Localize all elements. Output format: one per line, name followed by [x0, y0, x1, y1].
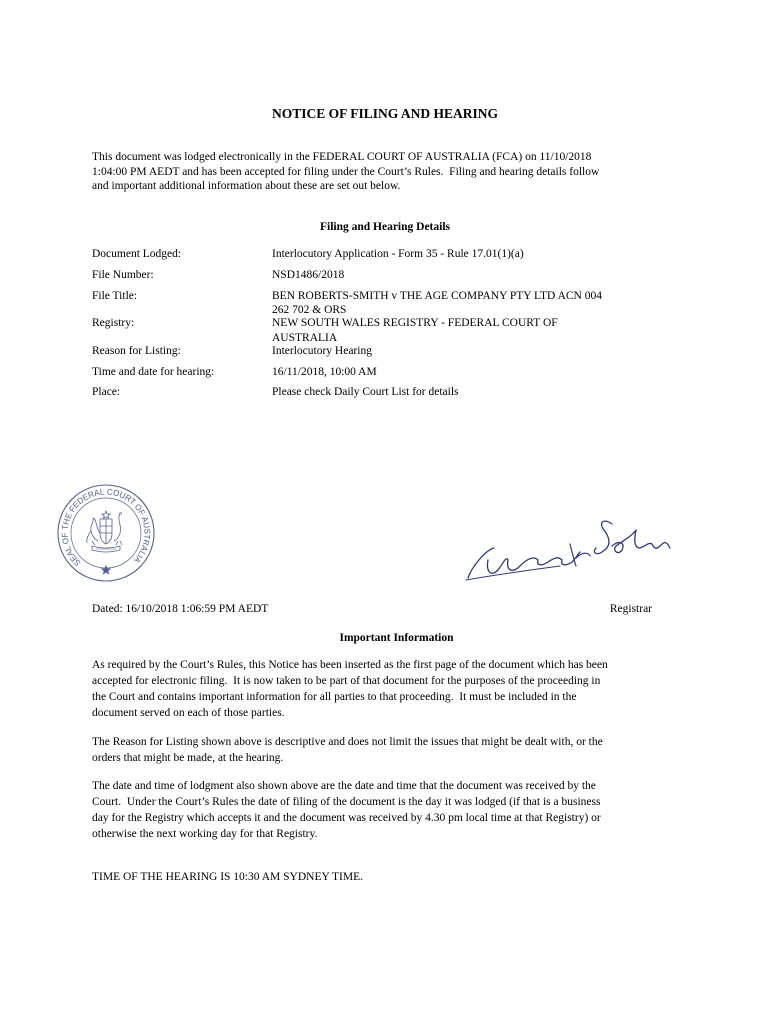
detail-value-file-title-cont: 262 702 & ORS: [272, 304, 347, 316]
intro-line: and important additional information about these are set out below.: [92, 180, 401, 192]
document-title: NOTICE OF FILING AND HEARING: [271, 106, 499, 121]
detail-value-file-number: NSD1486/2018: [272, 269, 345, 281]
detail-label-registry: Registry:: [92, 317, 135, 329]
important-paragraph-3: [92, 778, 601, 842]
important-paragraph-1: [92, 657, 608, 721]
detail-label-file-title: File Title:: [92, 290, 138, 302]
intro-line: This document was lodged electronically in the FEDERAL COURT OF AUSTRALIA (FCA) on 11/10/2018: [92, 151, 592, 163]
detail-label-file-number: File Number:: [92, 269, 154, 281]
paragraph-line: day for the Registry which accepts it and the document was received by 4.30 pm local time at that Registry) or: [92, 812, 601, 824]
detail-value-registry: NEW SOUTH WALES REGISTRY - FEDERAL COURT OF: [272, 317, 558, 329]
detail-value-reason: Interlocutory Hearing: [272, 345, 372, 357]
important-paragraph-2: [92, 734, 603, 766]
paragraph-line: otherwise the next working day for that Registry.: [92, 828, 318, 840]
signatory-title: Registrar: [609, 603, 652, 615]
paragraph-line: document served on each of those parties.: [92, 707, 285, 719]
detail-value-registry-cont: AUSTRALIA: [272, 332, 338, 344]
paragraph-line: As required by the Court’s Rules, this Notice has been inserted as the first page of the document which has been: [92, 659, 608, 671]
paragraph-line: orders that might be made, at the hearing.: [92, 752, 284, 764]
seal-text: SEAL OF THE FEDERAL COURT OF AUSTRALIA: [59, 486, 153, 569]
intro-paragraph: [92, 150, 599, 194]
court-seal: [56, 483, 156, 583]
detail-label-document-lodged: Document Lodged:: [92, 248, 182, 260]
hearing-time-note: TIME OF THE HEARING IS 10:30 AM SYDNEY TIME.: [92, 871, 363, 883]
important-heading: Important Information: [339, 632, 454, 644]
paragraph-line: The date and time of lodgment also shown above are the date and time that the document was received by the: [92, 780, 596, 792]
coat-of-arms-icon: [87, 511, 122, 552]
paragraph-line: accepted for electronic filing. It is now taken to be part of that document for the purposes of the proceeding in: [92, 675, 601, 687]
paragraph-line: The Reason for Listing shown above is descriptive and does not limit the issues that might be dealt with, or the: [92, 736, 603, 748]
detail-value-file-title: BEN ROBERTS-SMITH v THE AGE COMPANY PTY LTD ACN 004: [272, 290, 602, 302]
registrar-signature: [460, 510, 680, 590]
detail-label-reason: Reason for Listing:: [92, 345, 181, 357]
details-heading: Filing and Hearing Details: [319, 221, 451, 233]
detail-label-place: Place:: [92, 386, 121, 398]
paragraph-line: the Court and contains important information for all parties to that proceeding. It must be included in the: [92, 691, 577, 703]
seal-star-icon: [102, 566, 110, 574]
detail-value-document-lodged: Interlocutory Application - Form 35 - Rule 17.01(1)(a): [272, 248, 524, 260]
intro-line: 1:04:00 PM AEDT and has been accepted for filing under the Court’s Rules. Filing and hearing details follow: [92, 165, 600, 178]
paragraph-line: Court. Under the Court’s Rules the date of filing of the document is the day it was lodged (if that is a business: [92, 796, 601, 808]
detail-value-place: Please check Daily Court List for details: [272, 386, 459, 398]
detail-label-time-date: Time and date for hearing:: [92, 366, 215, 378]
detail-value-time-date: 16/11/2018, 10:00 AM: [272, 366, 377, 378]
dated-line: Dated: 16/10/2018 1:06:59 PM AEDT: [92, 603, 269, 615]
